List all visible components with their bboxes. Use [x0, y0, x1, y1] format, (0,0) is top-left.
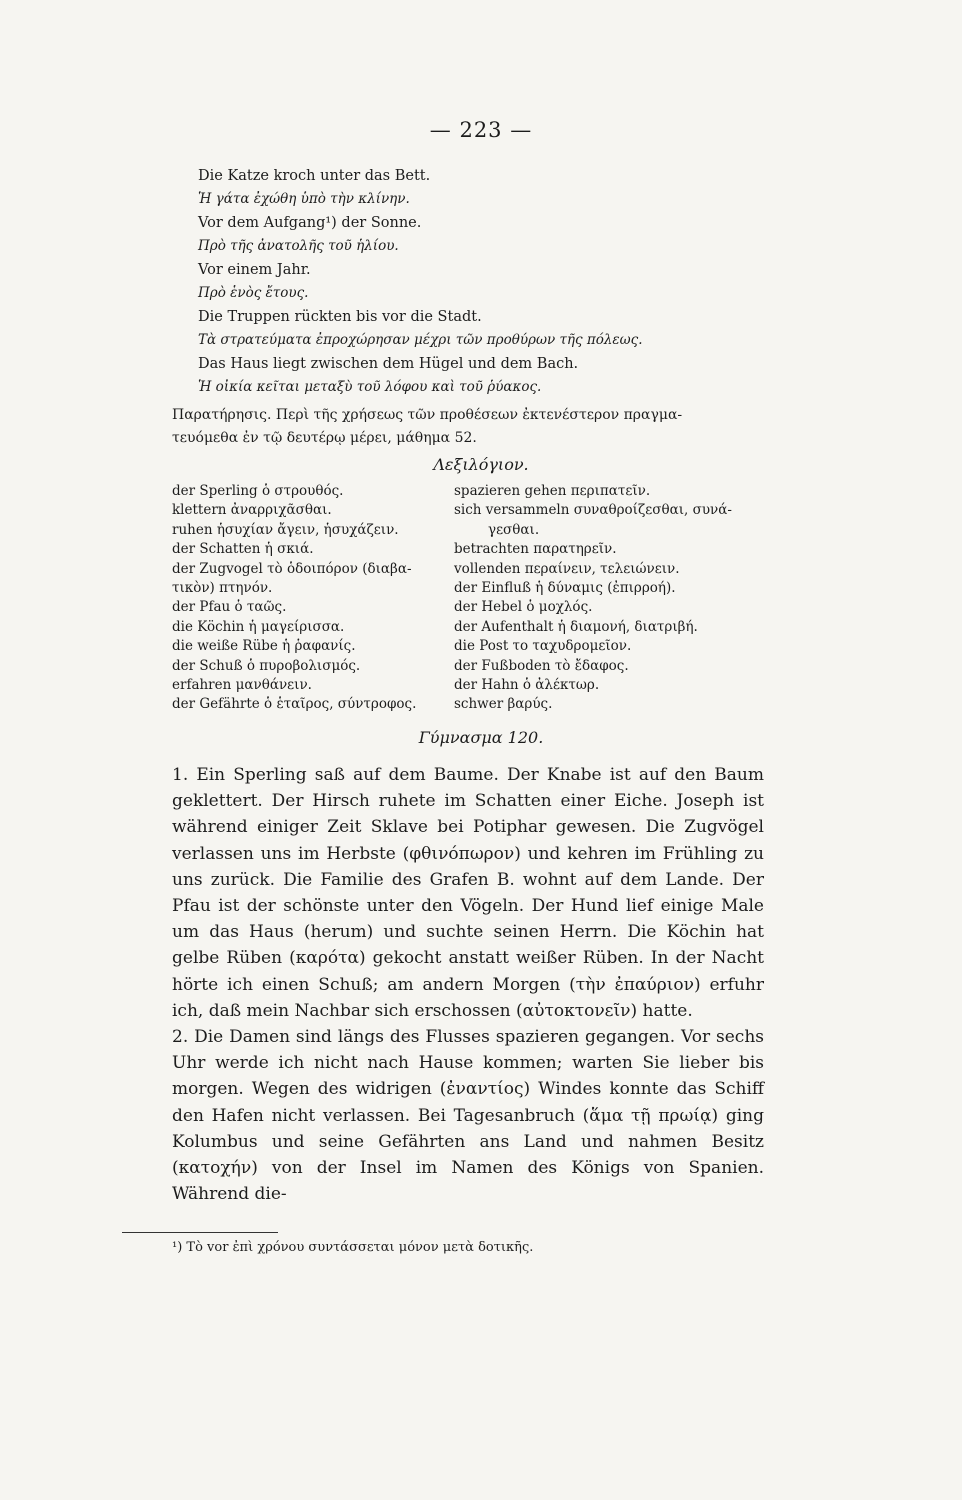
vocab-entry: der Pfau ὁ ταῶς.	[172, 599, 287, 616]
example-greek-1: Ἡ γάτα ἐχώθη ὑπὸ τὴν κλίνην.	[198, 191, 410, 207]
vocab-entry: schwer βαρύς.	[454, 696, 553, 713]
vocab-entry: sich versammeln συναθροίζεσθαι, συνά-	[454, 502, 732, 519]
vocabulary-left-column	[172, 482, 437, 715]
vocab-entry: vollenden περαίνειν, τελειώνειν.	[454, 560, 680, 577]
example-greek-5: Ἡ οἰκία κεῖται μεταξὺ τοῦ λόφου καὶ τοῦ ῥύακος.	[198, 379, 542, 395]
example-greek-2: Πρὸ τῆς ἀνατολῆς τοῦ ἡλίου.	[198, 238, 399, 254]
vocab-entry: der Hebel ὁ μοχλός.	[454, 599, 593, 616]
example-german-4: Die Truppen rückten bis vor die Stadt.	[198, 309, 482, 325]
example-german-5: Das Haus liegt zwischen dem Hügel und dem Bach.	[198, 356, 579, 372]
vocab-entry: τικὸν) πτηνόν.	[172, 580, 273, 597]
vocab-entry: der Hahn ὁ ἀλέκτωρ.	[454, 677, 600, 694]
vocab-entry: klettern ἀναρριχᾶσθαι.	[172, 502, 332, 519]
example-greek-4: Τὰ στρατεύματα ἐπροχώρησαν μέχρι τῶν προθύρων τῆς πόλεως.	[198, 332, 643, 348]
vocab-entry: der Fußboden τὸ ἔδαφος.	[454, 657, 629, 674]
vocab-entry: der Einfluß ἡ δύναμις (ἐπιρροή).	[454, 580, 676, 597]
vocab-entry: spazieren gehen περιπατεῖν.	[454, 483, 651, 499]
vocab-entry: die weiße Rübe ἡ ῥαφανίς.	[172, 638, 356, 655]
vocabulary-title: Λεξιλόγιον.	[433, 455, 529, 474]
vocab-entry: der Sperling ὁ στρουθός.	[172, 483, 344, 499]
example-greek-3: Πρὸ ἑνὸς ἔτους.	[198, 285, 309, 301]
vocab-entry: erfahren μανθάνειν.	[172, 677, 312, 694]
exercise-paragraph-2: 2. Die Damen sind längs des Flusses spazieren gegangen. Vor sechs Uhr werde ich nicht nach Hause kommen; warten Sie lieber bis morgen. Wegen des widrigen (ἐναντίος) Windes konnte das Schiff den Hafen nicht verlassen. Bei Tagesanbruch (ἅμα τῇ πρωίᾳ) ging Kolumbus und seine Gefährten ans Land und nahmen Besitz (κατοχήν) von der Insel im Namen des Königs von Spanien. Während die-	[172, 1027, 764, 1205]
footnote-divider	[122, 1232, 278, 1233]
exercise-text	[172, 762, 764, 1207]
remark-line-1: Παρατήρησις. Περὶ τῆς χρήσεως τῶν προθέσεων ἐκτενέστερον πραγμα-	[172, 407, 683, 423]
exercise-title: Γύμνασμα 120.	[418, 728, 544, 747]
vocab-entry: die Post το ταχυδρομεῖον.	[454, 638, 632, 655]
vocab-entry: betrachten παρατηρεῖν.	[454, 541, 617, 558]
vocab-entry: die Köchin ἡ μαγείρισσα.	[172, 618, 345, 635]
example-german-3: Vor einem Jahr.	[198, 262, 311, 278]
vocab-entry: der Schuß ὁ πυροβολισμός.	[172, 657, 361, 674]
example-german-2: Vor dem Aufgang¹) der Sonne.	[198, 215, 422, 231]
vocab-entry: der Gefährte ὁ ἑταῖρος, σύντροφος.	[172, 696, 417, 713]
page-number: — 223 —	[429, 118, 533, 142]
vocab-entry: ruhen ἡσυχίαν ἄγειν, ἡσυχάζειν.	[172, 521, 399, 538]
footnote: ¹) Τὸ vor ἐπὶ χρόνου συντάσσεται μόνον μετὰ δοτικῆς.	[172, 1240, 534, 1255]
vocabulary-right-column	[454, 482, 774, 715]
vocab-entry: γεσθαι.	[488, 521, 540, 538]
vocab-entry: der Aufenthalt ἡ διαμονή, διατριβή.	[454, 618, 698, 635]
remark-line-2: τευόμεθα ἐν τῷ δευτέρῳ μέρει, μάθημα 52.	[172, 430, 477, 446]
example-german-1: Die Katze kroch unter das Bett.	[198, 168, 431, 184]
vocab-entry: der Schatten ἡ σκιά.	[172, 541, 314, 558]
vocab-entry: der Zugvogel τὸ ὁδοιπόρον (διαβα-	[172, 560, 412, 577]
exercise-paragraph-1: 1. Ein Sperling saß auf dem Baume. Der Knabe ist auf den Baum geklettert. Der Hirsch ruhete im Schatten einer Eiche. Joseph ist während einiger Zeit Sklave bei Potiphar gewesen. Die Zugvögel verlassen uns im Herbste (φθινόπωρον) und kehren im Frühling zu uns zurück. Die Familie des Grafen B. wohnt auf dem Lande. Der Pfau ist der schönste unter den Vögeln. Der Hund lief einige Male um das Haus (herum) und suchte seinen Herrn. Die Köchin hat gelbe Rüben (καρότα) gekocht anstatt weißer Rüben. In der Nacht hörte ich einen Schuß; am andern Morgen (τὴν ἐπαύριον) erfuhr ich, daß mein Nachbar sich erschossen (αὐτοκτονεῖν) hatte.	[172, 765, 764, 1021]
